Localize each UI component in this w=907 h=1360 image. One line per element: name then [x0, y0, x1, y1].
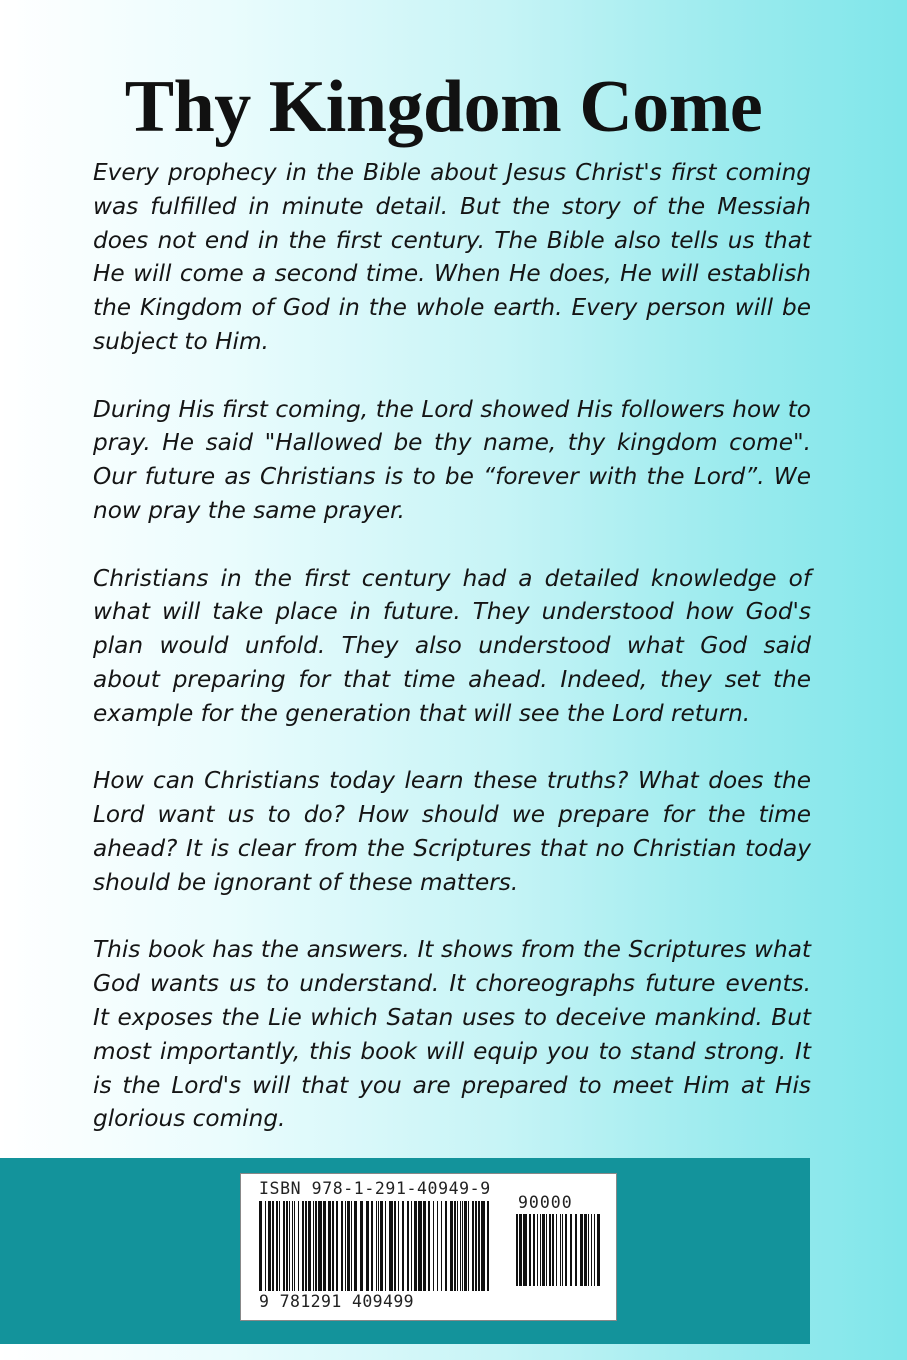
ean-barcode: [259, 1201, 491, 1291]
barcode-bar: [437, 1201, 438, 1291]
barcode-bar: [259, 1201, 262, 1291]
barcode-bar: [537, 1214, 538, 1286]
barcode-bar: [529, 1214, 531, 1286]
barcode-bar: [460, 1201, 461, 1291]
barcode-bar: [454, 1201, 456, 1291]
barcode-bar: [318, 1201, 322, 1291]
barcode-bar: [597, 1214, 600, 1286]
barcode-bar: [371, 1201, 373, 1291]
barcode-bar: [433, 1201, 434, 1291]
barcode-bar: [556, 1214, 557, 1286]
barcode-bar: [523, 1214, 527, 1286]
barcode-bar: [302, 1201, 304, 1291]
barcode-bar: [402, 1201, 404, 1291]
barcode-bar: [313, 1201, 314, 1291]
barcode-bar: [472, 1201, 474, 1291]
barcode-bar: [332, 1201, 334, 1291]
barcode-bar: [292, 1201, 293, 1291]
barcode-bar: [588, 1214, 589, 1286]
barcode-bar: [542, 1214, 545, 1286]
barcode-bar: [394, 1201, 396, 1291]
barcode-bar: [376, 1201, 377, 1291]
blurb-paragraph-2: During His first coming, the Lord showed His followers how to pray. He said "Hallowed be thy name, thy kingdom come". Our future as Christians is to be “forever with the Lord”. We now pray the same prayer.: [93, 395, 811, 524]
barcode-bar: [265, 1201, 266, 1291]
barcode-bar: [407, 1201, 409, 1291]
barcode-bar: [457, 1201, 458, 1291]
barcode-bar: [552, 1214, 554, 1286]
blurb-paragraph-3: Christians in the first century had a detailed knowledge of what will take place in future. They understood how God's plan would unfold. They also understood what God said about preparing for that time ahead. Indeed, they set the example for the generation that will see the Lord return.: [93, 564, 811, 727]
blurb-paragraph-4: How can Christians today learn these truths? What does the Lord want us to do? How should we prepare for the time ahead? It is clear from the Scriptures that no Christian today should be ignorant of these matters.: [93, 767, 811, 896]
barcode-bar: [279, 1201, 280, 1291]
barcode-bar: [580, 1214, 583, 1286]
barcode-bar: [464, 1201, 467, 1291]
barcode-bar: [308, 1201, 311, 1291]
barcode-bar: [584, 1214, 587, 1286]
barcode-bar: [305, 1201, 307, 1291]
barcode-bar: [398, 1201, 399, 1291]
barcode-bar: [286, 1201, 288, 1291]
barcode-bar: [378, 1201, 379, 1291]
barcode-bar: [428, 1201, 430, 1291]
barcode-bar: [414, 1201, 417, 1291]
addon-barcode: [516, 1214, 600, 1286]
barcode-bar: [516, 1214, 518, 1286]
barcode-bar: [560, 1214, 561, 1286]
barcode-bar: [462, 1201, 463, 1291]
barcode-bar: [347, 1201, 350, 1291]
blurb: [93, 156, 811, 1170]
barcode-bar: [445, 1201, 447, 1291]
barcode-bar: [478, 1201, 480, 1291]
barcode-bar: [298, 1201, 299, 1291]
barcode-bar: [570, 1214, 572, 1286]
barcode-bar: [389, 1201, 393, 1291]
barcode-bar: [591, 1214, 592, 1286]
barcode-bar: [351, 1201, 352, 1291]
barcode-bar: [519, 1214, 522, 1286]
barcode-bar: [336, 1201, 338, 1291]
barcode-bar: [565, 1214, 567, 1286]
isbn-label: ISBN 978-1-291-40949-9: [259, 1179, 491, 1198]
book-title: Thy Kingdom Come: [124, 66, 763, 148]
barcode-bar: [380, 1201, 383, 1291]
barcode-bar: [468, 1201, 469, 1291]
barcode-bar: [423, 1201, 426, 1291]
barcode-box: [240, 1173, 617, 1321]
barcode-bar: [540, 1214, 541, 1286]
barcode-bar: [487, 1201, 489, 1291]
barcode-bar: [268, 1201, 271, 1291]
barcode-bar: [450, 1201, 453, 1291]
barcode-bar: [546, 1214, 547, 1286]
barcode-bar: [315, 1201, 317, 1291]
barcode-bar: [341, 1201, 343, 1291]
barcode-bar: [533, 1214, 535, 1286]
barcode-bar: [385, 1201, 386, 1291]
barcode-bar: [441, 1201, 442, 1291]
barcode-bar: [575, 1214, 577, 1286]
barcode-bar: [345, 1201, 346, 1291]
blurb-paragraph-5: This book has the answers. It shows from the Scriptures what God wants us to understand. It choreographs future events. It exposes the Lie which Satan uses to deceive mankind. But most importantly, this book will equip you to stand strong. It is the Lord's will that you are prepared to meet Him at His glorious coming.: [93, 936, 811, 1133]
barcode-bar: [276, 1201, 278, 1291]
barcode-bar: [411, 1201, 412, 1291]
barcode-bar: [294, 1201, 295, 1291]
barcode-bar: [283, 1201, 285, 1291]
barcode-bar: [562, 1214, 563, 1286]
barcode-bar: [481, 1201, 485, 1291]
barcode-bar: [289, 1201, 290, 1291]
barcode-bar: [418, 1201, 422, 1291]
price-code: 90000: [518, 1193, 573, 1212]
barcode-bar: [354, 1201, 357, 1291]
barcode-bar: [272, 1201, 274, 1291]
barcode-bar: [475, 1201, 477, 1291]
barcode-bar: [328, 1201, 331, 1291]
barcode-bar: [366, 1201, 369, 1291]
barcode-bar: [549, 1214, 551, 1286]
barcode-bar: [323, 1201, 326, 1291]
barcode-bar: [360, 1201, 363, 1291]
blurb-paragraph-1: Every prophecy in the Bible about Jesus Christ's first coming was fulfilled in minute detail. But the story of the Messiah does not end in the first century. The Bible also tells us that He will come a second time. When He does, He will establish the Kingdom of God in the whole earth. Every person will be subject to Him.: [93, 159, 811, 355]
barcode-bar: [594, 1214, 595, 1286]
ean-digits: 9 781291 409499: [259, 1292, 415, 1311]
